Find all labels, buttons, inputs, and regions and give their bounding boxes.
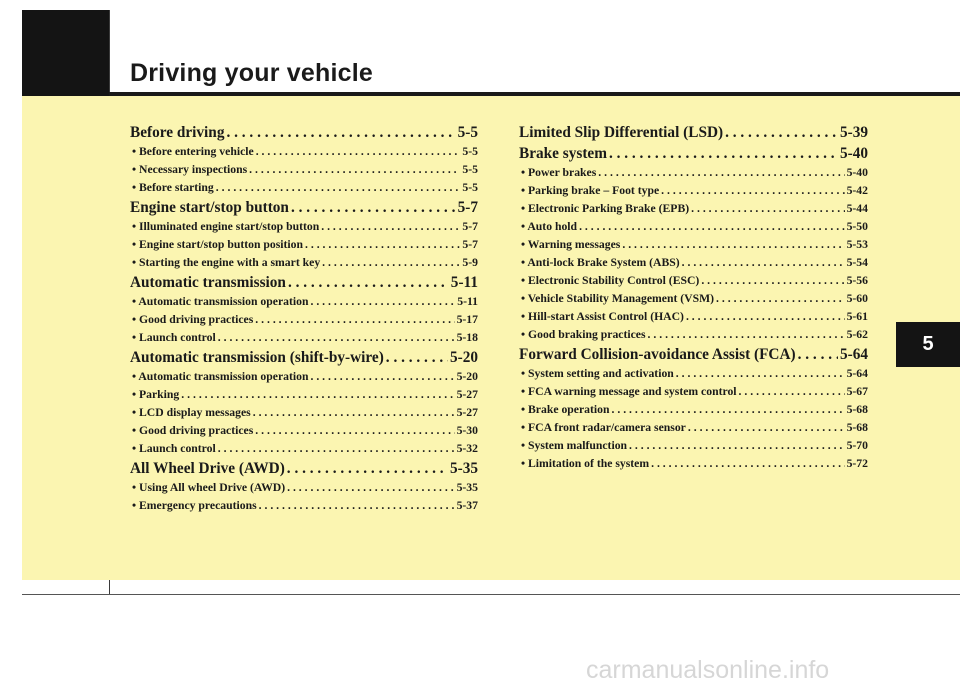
toc-page-number: 5-54	[846, 256, 868, 269]
toc-heading-entry[interactable]	[519, 344, 868, 365]
toc-subentry[interactable]	[130, 236, 478, 254]
toc-subentry[interactable]	[130, 422, 478, 440]
toc-entry-label: • System malfunction	[521, 439, 628, 452]
toc-entry-label: • Starting the engine with a smart key	[132, 256, 321, 269]
dot-leader	[320, 254, 460, 272]
toc-entry-label: • Warning messages	[521, 238, 621, 251]
toc-heading-entry[interactable]	[130, 122, 478, 143]
toc-page-number: 5-64	[839, 346, 868, 363]
dot-leader	[224, 122, 455, 143]
toc-entry-label: Automatic transmission (shift-by-wire)	[130, 349, 384, 366]
toc-page-number: 5-72	[846, 457, 868, 470]
toc-entry-label: • Auto hold	[521, 220, 578, 233]
toc-page-number: 5-27	[456, 406, 478, 419]
toc-subentry[interactable]	[130, 329, 478, 347]
toc-entry-label: • Automatic transmission operation	[132, 370, 309, 383]
toc-entry-label: • Brake operation	[521, 403, 610, 416]
toc-page-number: 5-61	[846, 310, 868, 323]
toc-page-number: 5-35	[456, 481, 478, 494]
dot-leader	[303, 236, 460, 254]
toc-page-number: 5-7	[457, 199, 478, 216]
dot-leader	[214, 179, 461, 197]
toc-entry-label: • Automatic transmission operation	[132, 295, 309, 308]
toc-subentry[interactable]	[130, 293, 478, 311]
toc-subentry[interactable]	[130, 386, 478, 404]
dot-leader	[796, 344, 838, 365]
dot-leader	[289, 197, 456, 218]
toc-subentry[interactable]	[519, 455, 868, 473]
toc-page-number: 5-32	[456, 442, 478, 455]
dot-leader	[253, 422, 454, 440]
toc-subentry[interactable]	[519, 308, 868, 326]
toc-entry-label: • Vehicle Stability Management (VSM)	[521, 292, 715, 305]
toc-subentry[interactable]	[519, 200, 868, 218]
toc-subentry[interactable]	[130, 479, 478, 497]
toc-subentry[interactable]	[519, 218, 868, 236]
toc-entry-label: • Electronic Parking Brake (EPB)	[521, 202, 690, 215]
toc-subentry[interactable]	[130, 440, 478, 458]
toc-subentry[interactable]	[519, 254, 868, 272]
dot-leader	[610, 401, 845, 419]
toc-subentry[interactable]	[519, 326, 868, 344]
dot-leader	[649, 455, 844, 473]
chapter-number-tab[interactable]: 5	[896, 322, 960, 367]
dot-leader	[689, 200, 844, 218]
toc-page-number: 5-9	[462, 256, 478, 269]
header-black-tab	[22, 10, 109, 96]
dot-leader	[646, 326, 845, 344]
toc-page-number: 5-18	[456, 331, 478, 344]
toc-page-number: 5-64	[846, 367, 868, 380]
toc-entry-label: • Good braking practices	[521, 328, 646, 341]
toc-heading-entry[interactable]	[130, 197, 478, 218]
toc-entry-label: • LCD display messages	[132, 406, 251, 419]
dot-leader	[714, 290, 845, 308]
toc-heading-entry[interactable]	[130, 272, 478, 293]
toc-page-number: 5-62	[846, 328, 868, 341]
toc-subentry[interactable]	[130, 179, 478, 197]
dot-leader	[607, 143, 838, 164]
dot-leader	[723, 122, 838, 143]
dot-leader	[686, 419, 845, 437]
toc-entry-label: • Necessary inspections	[132, 163, 248, 176]
toc-page-number: 5-7	[462, 238, 478, 251]
toc-page-number: 5-5	[462, 145, 478, 158]
toc-page-number: 5-20	[449, 349, 478, 366]
dot-leader	[253, 311, 454, 329]
dot-leader	[308, 368, 454, 386]
toc-entry-label: • Parking brake – Foot type	[521, 184, 660, 197]
toc-subentry[interactable]	[519, 236, 868, 254]
toc-heading-entry[interactable]	[130, 458, 478, 479]
toc-entry-label: • System setting and activation	[521, 367, 674, 380]
toc-page-number: 5-68	[846, 403, 868, 416]
toc-page-number: 5-11	[450, 274, 478, 291]
toc-subentry[interactable]	[519, 290, 868, 308]
dot-leader	[737, 383, 845, 401]
toc-page-number: 5-30	[456, 424, 478, 437]
toc-subentry[interactable]	[130, 218, 478, 236]
toc-entry-label: Engine start/stop button	[130, 199, 289, 216]
toc-column-left	[130, 122, 478, 515]
toc-subentry[interactable]	[519, 164, 868, 182]
toc-heading-entry[interactable]	[519, 143, 868, 164]
dot-leader	[680, 254, 845, 272]
toc-page-number: 5-60	[846, 292, 868, 305]
toc-page-number: 5-42	[846, 184, 868, 197]
toc-entry-label: • Electronic Stability Control (ESC)	[521, 274, 700, 287]
toc-entry-label: Limited Slip Differential (LSD)	[519, 124, 724, 141]
toc-entry-label: • Anti-lock Brake System (ABS)	[521, 256, 680, 269]
toc-page-number: 5-37	[456, 499, 478, 512]
toc-page-number: 5-7	[462, 220, 478, 233]
dot-leader	[596, 164, 844, 182]
toc-entry-label: Automatic transmission	[130, 274, 286, 291]
toc-entry-label: • Using All wheel Drive (AWD)	[132, 481, 286, 494]
toc-page-number: 5-56	[846, 274, 868, 287]
toc-subentry[interactable]	[519, 401, 868, 419]
watermark: carmanualsonline.info	[586, 656, 830, 684]
toc-entry-label: • Before starting	[132, 181, 214, 194]
toc-subentry[interactable]	[130, 161, 478, 179]
toc-subentry[interactable]	[519, 182, 868, 200]
toc-page-number: 5-44	[846, 202, 868, 215]
dot-leader	[577, 218, 845, 236]
toc-subentry[interactable]	[130, 404, 478, 422]
toc-entry-label: Forward Collision-avoidance Assist (FCA)	[519, 346, 796, 363]
toc-entry-label: • Good driving practices	[132, 313, 254, 326]
toc-page-number: 5-11	[457, 295, 478, 308]
toc-entry-label: • Power brakes	[521, 166, 597, 179]
toc-entry-label: • FCA front radar/camera sensor	[521, 421, 686, 434]
toc-entry-label: • Illuminated engine start/stop button	[132, 220, 320, 233]
dot-leader	[247, 161, 460, 179]
dot-leader	[254, 143, 461, 161]
toc-page-number: 5-20	[456, 370, 478, 383]
toc-entry-label: Before driving	[130, 124, 225, 141]
toc-page-number: 5-67	[846, 385, 868, 398]
toc-page-number: 5-5	[462, 181, 478, 194]
toc-subentry[interactable]	[519, 383, 868, 401]
toc-subentry[interactable]	[519, 272, 868, 290]
toc-subentry[interactable]	[130, 254, 478, 272]
footer-rule	[22, 594, 960, 595]
toc-entry-label: • Launch control	[132, 331, 216, 344]
toc-page-number: 5-70	[846, 439, 868, 452]
page-title: Driving your vehicle	[130, 59, 373, 87]
toc-subentry[interactable]	[519, 419, 868, 437]
toc-page-number: 5-40	[846, 166, 868, 179]
dot-leader	[620, 236, 844, 254]
toc-page-number: 5-40	[839, 145, 868, 162]
dot-leader	[627, 437, 845, 455]
toc-page-number: 5-50	[846, 220, 868, 233]
toc-subentry[interactable]	[519, 365, 868, 383]
toc-page-number: 5-27	[456, 388, 478, 401]
toc-entry-label: • Before entering vehicle	[132, 145, 254, 158]
toc-entry-label: Brake system	[519, 145, 607, 162]
toc-entry-label: • Emergency precautions	[132, 499, 257, 512]
toc-page-number: 5-5	[457, 124, 478, 141]
toc-subentry[interactable]	[519, 437, 868, 455]
dot-leader	[251, 404, 455, 422]
dot-leader	[319, 218, 460, 236]
toc-entry-label: • FCA warning message and system control	[521, 385, 737, 398]
toc-entry-label: • Good driving practices	[132, 424, 254, 437]
toc-subentry[interactable]	[130, 143, 478, 161]
toc-entry-label: • Engine start/stop button position	[132, 238, 303, 251]
dot-leader	[699, 272, 844, 290]
dot-leader	[384, 347, 448, 368]
toc-entry-label: • Launch control	[132, 442, 216, 455]
dot-leader	[179, 386, 454, 404]
dot-leader	[308, 293, 455, 311]
dot-leader	[659, 182, 844, 200]
toc-column-right	[519, 122, 868, 473]
toc-entry-label: • Limitation of the system	[521, 457, 650, 470]
dot-leader	[674, 365, 845, 383]
toc-entry-label: • Parking	[132, 388, 180, 401]
toc-page-number: 5-39	[839, 124, 868, 141]
toc-page-number: 5-5	[462, 163, 478, 176]
toc-entry-label: All Wheel Drive (AWD)	[130, 460, 285, 477]
dot-leader	[286, 272, 449, 293]
toc-page-number: 5-17	[456, 313, 478, 326]
toc-entry-label: • Hill-start Assist Control (HAC)	[521, 310, 684, 323]
toc-subentry[interactable]	[130, 497, 478, 515]
dot-leader	[216, 440, 455, 458]
toc-page-number: 5-68	[846, 421, 868, 434]
toc-heading-entry[interactable]	[130, 347, 478, 368]
toc-subentry[interactable]	[130, 311, 478, 329]
dot-leader	[257, 497, 455, 515]
dot-leader	[285, 479, 454, 497]
toc-subentry[interactable]	[130, 368, 478, 386]
dot-leader	[216, 329, 455, 347]
toc-heading-entry[interactable]	[519, 122, 868, 143]
toc-page-number: 5-35	[449, 460, 478, 477]
dot-leader	[684, 308, 845, 326]
toc-page-number: 5-53	[846, 238, 868, 251]
dot-leader	[285, 458, 448, 479]
